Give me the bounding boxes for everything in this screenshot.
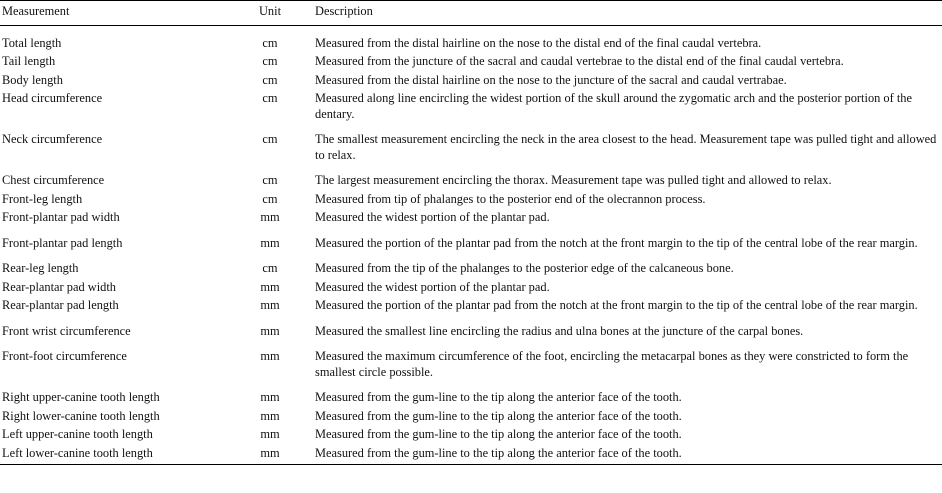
table-body	[0, 25, 942, 465]
cell-description: Measured from the gum-line to the tip along the anterior face of the tooth.	[315, 408, 682, 423]
header-description: Description	[315, 4, 373, 18]
cell-description: Measured from the gum-line to the tip along the anterior face of the tooth.	[315, 427, 682, 441]
cell-unit: mm	[260, 235, 280, 250]
cell-measurement: Right upper-canine tooth length	[2, 390, 160, 404]
table-row	[0, 280, 942, 299]
cell-description: Measured from the gum-line to the tip along the anterior face of the tooth.	[315, 390, 682, 404]
cell-measurement: Chest circumference	[2, 173, 105, 187]
cell-measurement: Left lower-canine tooth length	[2, 445, 153, 460]
table-row	[0, 446, 942, 465]
cell-description: Measured the maximum circumference of the foot, encircling the metacarpal bones as they were constricted to form the smallest circle possible.	[315, 349, 909, 379]
cell-description: Measured from the tip of the phalanges to the posterior edge of the calcaneous bone.	[315, 261, 734, 275]
cell-unit: cm	[262, 261, 278, 275]
table-row	[0, 173, 942, 192]
cell-measurement: Rear-plantar pad width	[2, 279, 116, 294]
cell-description: Measured from the distal hairline on the nose to the distal end of the final caudal vertebra.	[315, 35, 762, 50]
cell-measurement: Front wrist circumference	[2, 323, 131, 338]
cell-description: Measured the smallest line encircling the radius and ulna bones at the juncture of the carpal bones.	[315, 323, 804, 338]
cell-measurement: Neck circumference	[2, 132, 103, 146]
table-row	[0, 409, 942, 428]
cell-measurement: Head circumference	[2, 91, 103, 105]
table-row	[0, 25, 942, 54]
cell-unit: cm	[262, 132, 278, 146]
cell-unit: mm	[260, 349, 280, 363]
cell-measurement: Tail length	[2, 54, 56, 68]
table-row	[0, 390, 942, 409]
header-measurement: Measurement	[2, 4, 70, 18]
cell-measurement: Front-foot circumference	[2, 349, 127, 363]
table-row	[0, 261, 942, 280]
cell-unit: mm	[260, 323, 280, 338]
cell-measurement: Front-leg length	[2, 191, 83, 206]
header-unit: Unit	[258, 4, 282, 18]
table-row	[0, 210, 942, 236]
table-row	[0, 192, 942, 211]
cell-description: Measured the portion of the plantar pad from the notch at the front margin to the tip of the central lobe of the rear margin.	[315, 298, 918, 312]
cell-measurement: Rear-plantar pad length	[2, 298, 119, 312]
cell-unit: mm	[260, 298, 280, 312]
table-row	[0, 298, 942, 324]
cell-measurement: Left upper-canine tooth length	[2, 427, 153, 441]
cell-unit: cm	[262, 54, 278, 68]
table-row	[0, 324, 942, 350]
cell-description: The largest measurement encircling the thorax. Measurement tape was pulled tight and allowed to relax.	[315, 173, 832, 187]
cell-description: Measured from the distal hairline on the nose to the juncture of the sacral and caudal vertrabae.	[315, 72, 787, 87]
table-row	[0, 236, 942, 262]
cell-unit: mm	[260, 408, 280, 423]
table-row	[0, 73, 942, 92]
cell-measurement: Rear-leg length	[2, 261, 79, 275]
cell-description: Measured from tip of phalanges to the posterior end of the olecrannon process.	[315, 191, 706, 206]
cell-description: Measured the widest portion of the plantar pad.	[315, 279, 550, 294]
header-row	[0, 1, 942, 26]
cell-description: The smallest measurement encircling the neck in the area closest to the head. Measurement tape was pulled tight and allowed to relax.	[315, 132, 937, 162]
table-row	[0, 91, 942, 132]
table-row	[0, 427, 942, 446]
cell-measurement: Body length	[2, 72, 63, 87]
cell-measurement: Right lower-canine tooth length	[2, 408, 160, 423]
table-row	[0, 54, 942, 73]
cell-description: Measured from the gum-line to the tip along the anterior face of the tooth.	[315, 445, 682, 460]
cell-measurement: Front-plantar pad length	[2, 235, 123, 250]
cell-description: Measured from the juncture of the sacral and caudal vertebrae to the distal end of the final caudal vertebra.	[315, 54, 844, 68]
cell-unit: cm	[262, 173, 278, 187]
cell-unit: cm	[262, 91, 278, 105]
cell-unit: mm	[260, 390, 280, 404]
cell-unit: mm	[260, 427, 280, 441]
cell-unit: cm	[262, 72, 278, 87]
cell-measurement: Front-plantar pad width	[2, 210, 120, 224]
cell-unit: mm	[260, 445, 280, 460]
table-row	[0, 132, 942, 173]
cell-unit: cm	[262, 35, 278, 50]
table-row	[0, 349, 942, 390]
cell-unit: mm	[260, 210, 280, 224]
table-header	[0, 1, 942, 26]
cell-description: Measured along line encircling the widest portion of the skull around the zygomatic arch and the posterior portion of the dentary.	[315, 91, 912, 121]
cell-unit: mm	[260, 279, 280, 294]
cell-description: Measured the portion of the plantar pad from the notch at the front margin to the tip of the central lobe of the rear margin.	[315, 235, 918, 250]
cell-description: Measured the widest portion of the plantar pad.	[315, 210, 550, 224]
cell-unit: cm	[262, 191, 278, 206]
cell-measurement: Total length	[2, 35, 62, 50]
